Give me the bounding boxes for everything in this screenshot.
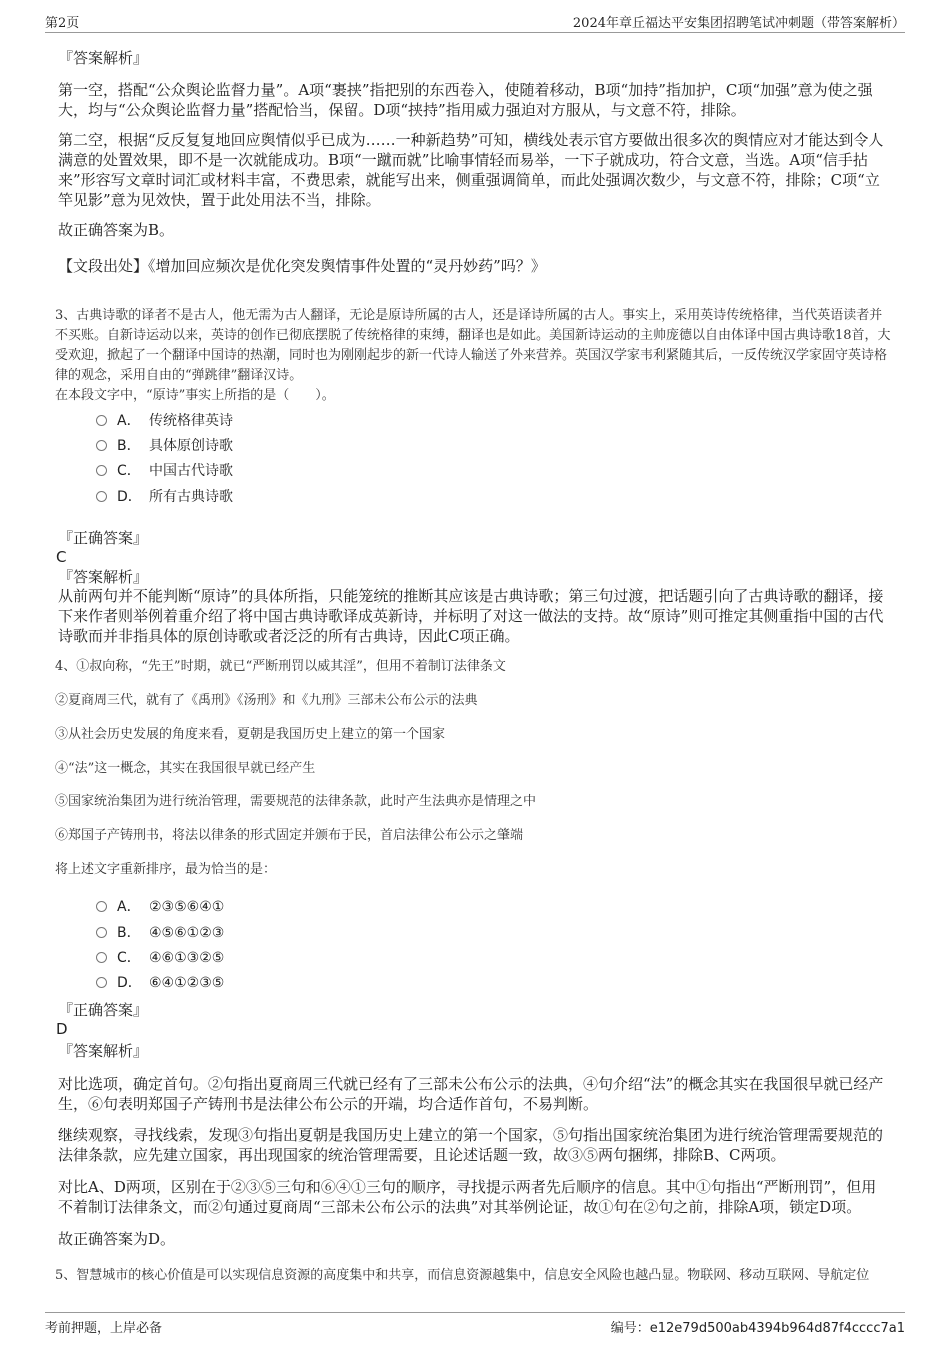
q2-analysis-para2: 第二空，根据“反反复复地回应舆情似乎已成为……一种新趋势”可知，横线处表示官方要做出很多次的舆情应对才能达到令人满意的处置效果，即不是一次就能成功。B项“一蹴而就”比喻事情轻而易举，一下子就成功，符合文意，当选。A项“信手拈来”形容写文章时词汇或材料丰富，不费思索，就能写出来，侧重强调简单，而此处强调次数少，与文意不符，排除；C项“立竿见影”意为见效快，置于此处用法不当，排除。 — [58, 131, 884, 209]
radio-icon[interactable] — [96, 927, 107, 938]
q4-sentence-4: ④“法”这一概念，其实在我国很早就已经产生 — [55, 761, 316, 776]
radio-icon[interactable] — [96, 901, 107, 912]
q4-analysis-para1: 对比选项，确定首句。②句指出夏商周三代就已经有了三部未公布公示的法典，④句介绍“法”的概念其实在我国很早就已经产生，⑥句表明郑国子产铸刑书是法律公布公示的开端，均合适作首句，不易判断。 — [58, 1075, 884, 1113]
q4-sentence-3: ③从社会历史发展的角度来看，夏朝是我国历史上建立的第一个国家 — [55, 727, 446, 742]
q4-option-a[interactable]: A． ②③⑤⑥④① — [96, 896, 224, 916]
q2-analysis-label: 『答案解析』 — [58, 49, 149, 67]
q4-option-c[interactable]: C． ④⑥①③②⑤ — [96, 947, 224, 967]
page-number: 第2页 — [45, 16, 80, 31]
q4-option-b[interactable]: B． ④⑤⑥①②③ — [96, 922, 224, 942]
q4-sentence-1: 4、①叔向称，“先王”时期，就已“严断刑罚以威其淫”，但用不着制订法律条文 — [55, 659, 506, 674]
q4-answer: D — [56, 1020, 68, 1038]
q3-answer: C — [56, 548, 67, 566]
radio-icon[interactable] — [96, 952, 107, 963]
q4-sentence-5: ⑤国家统治集团为进行统治管理，需要规范的法律条款，此时产生法典亦是情理之中 — [55, 794, 537, 809]
q3-analysis-label: 『答案解析』 — [58, 568, 149, 586]
q3-answer-label: 『正确答案』 — [58, 529, 149, 547]
q5-stem: 5、智慧城市的核心价值是可以实现信息资源的高度集中和共享，而信息资源越集中，信息安全风险也越凸显。物联网、移动互联网、导航定位 — [55, 1268, 870, 1283]
q4-question: 将上述文字重新排序，最为恰当的是： — [55, 862, 277, 877]
q2-conclusion: 故正确答案为B。 — [58, 221, 175, 239]
q2-analysis-para1: 第一空，搭配“公众舆论监督力量”。A项“裹挟”指把别的东西卷入，使随着移动，B项“加持”指加护，C项“加强”意为使之强大，均与“公众舆论监督力量”搭配恰当，保留。D项“挟持”指用威力强迫对方服从，与文意不符，排除。 — [58, 81, 873, 119]
q3-question: 在本段文字中，“原诗”事实上所指的是（ ）。 — [55, 388, 335, 403]
page-header — [45, 12, 905, 33]
page-footer — [45, 1312, 905, 1339]
q4-conclusion: 故正确答案为D。 — [58, 1230, 176, 1248]
q4-option-d[interactable]: D． ⑥④①②③⑤ — [96, 972, 224, 992]
q3-option-c[interactable]: C． 中国古代诗歌 — [96, 460, 233, 480]
radio-icon[interactable] — [96, 491, 107, 502]
q4-sentence-2: ②夏商周三代，就有了《禹刑》《汤刑》和《九刑》三部未公布公示的法典 — [55, 693, 478, 708]
q4-analysis-label: 『答案解析』 — [58, 1042, 149, 1060]
q3-option-b[interactable]: B． 具体原创诗歌 — [96, 435, 233, 455]
q3-option-d[interactable]: D． 所有古典诗歌 — [96, 486, 233, 506]
document-title: 2024年章丘福达平安集团招聘笔试冲刺题（带答案解析） — [572, 16, 905, 31]
footer-slogan: 考前押题，上岸必备 — [45, 1321, 163, 1336]
radio-icon[interactable] — [96, 440, 107, 451]
q4-analysis-para3: 对比A、D两项，区别在于②③⑤三句和⑥④①三句的顺序，寻找提示两者先后顺序的信息。其中①句指出“严断刑罚”，但用不着制订法律条文，而②句通过夏商周“三部未公布公示的法典”对其举例论证，故①句在②句之前，排除A项，锁定D项。 — [58, 1178, 877, 1216]
footer-serial: 编号：e12e79d500ab4394b964d87f4cccc7a1 — [610, 1321, 905, 1336]
q2-source: 【文段出处】《增加回应频次是优化突发舆情事件处置的“灵丹妙药”吗？》 — [58, 257, 546, 275]
q4-answer-label: 『正确答案』 — [58, 1001, 149, 1019]
q3-analysis: 从前两句并不能判断“原诗”的具体所指，只能笼统的推断其应该是古典诗歌；第三句过渡，把话题引向了古典诗歌的翻译，接下来作者则举例着重介绍了将中国古典诗歌译成英新诗，并标明了对这一做法的支持。故“原诗”则可推定其侧重指中国的古代诗歌而并非指具体的原创诗歌或者泛泛的所有古典诗，因此C项正确。 — [58, 587, 884, 645]
q3-option-a[interactable]: A． 传统格律英诗 — [96, 410, 233, 430]
q4-analysis-para2: 继续观察，寻找线索，发现③句指出夏朝是我国历史上建立的第一个国家，⑤句指出国家统治集团为进行统治管理需要规范的法律条款，应先建立国家，再出现国家的统治管理需要，且论述话题一致，故③⑤两句捆绑，排除B、C两项。 — [58, 1126, 884, 1164]
q4-sentence-6: ⑥郑国子产铸刑书，将法以律条的形式固定并颁布于民，首启法律公布公示之肇端 — [55, 828, 524, 843]
radio-icon[interactable] — [96, 977, 107, 988]
q3-stem: 3、古典诗歌的译者不是古人，他无需为古人翻译，无论是原诗所属的古人，还是译诗所属的古人。事实上，采用英诗传统格律，当代英语读者并不买账。自新诗运动以来，英诗的创作已彻底摆脱了传统格律的束缚，翻译也是如此。美国新诗运动的主帅庞德以自由体译中国古典诗歌18首，大受欢迎，掀起了一个翻译中国诗的热潮，同时也为刚刚起步的新一代诗人输送了外来营养。英国汉学家韦利紧随其后，一反传统汉学家固守英诗格律的观念，采用自由的“弹跳律”翻译汉诗。 — [55, 308, 891, 383]
radio-icon[interactable] — [96, 415, 107, 426]
radio-icon[interactable] — [96, 465, 107, 476]
